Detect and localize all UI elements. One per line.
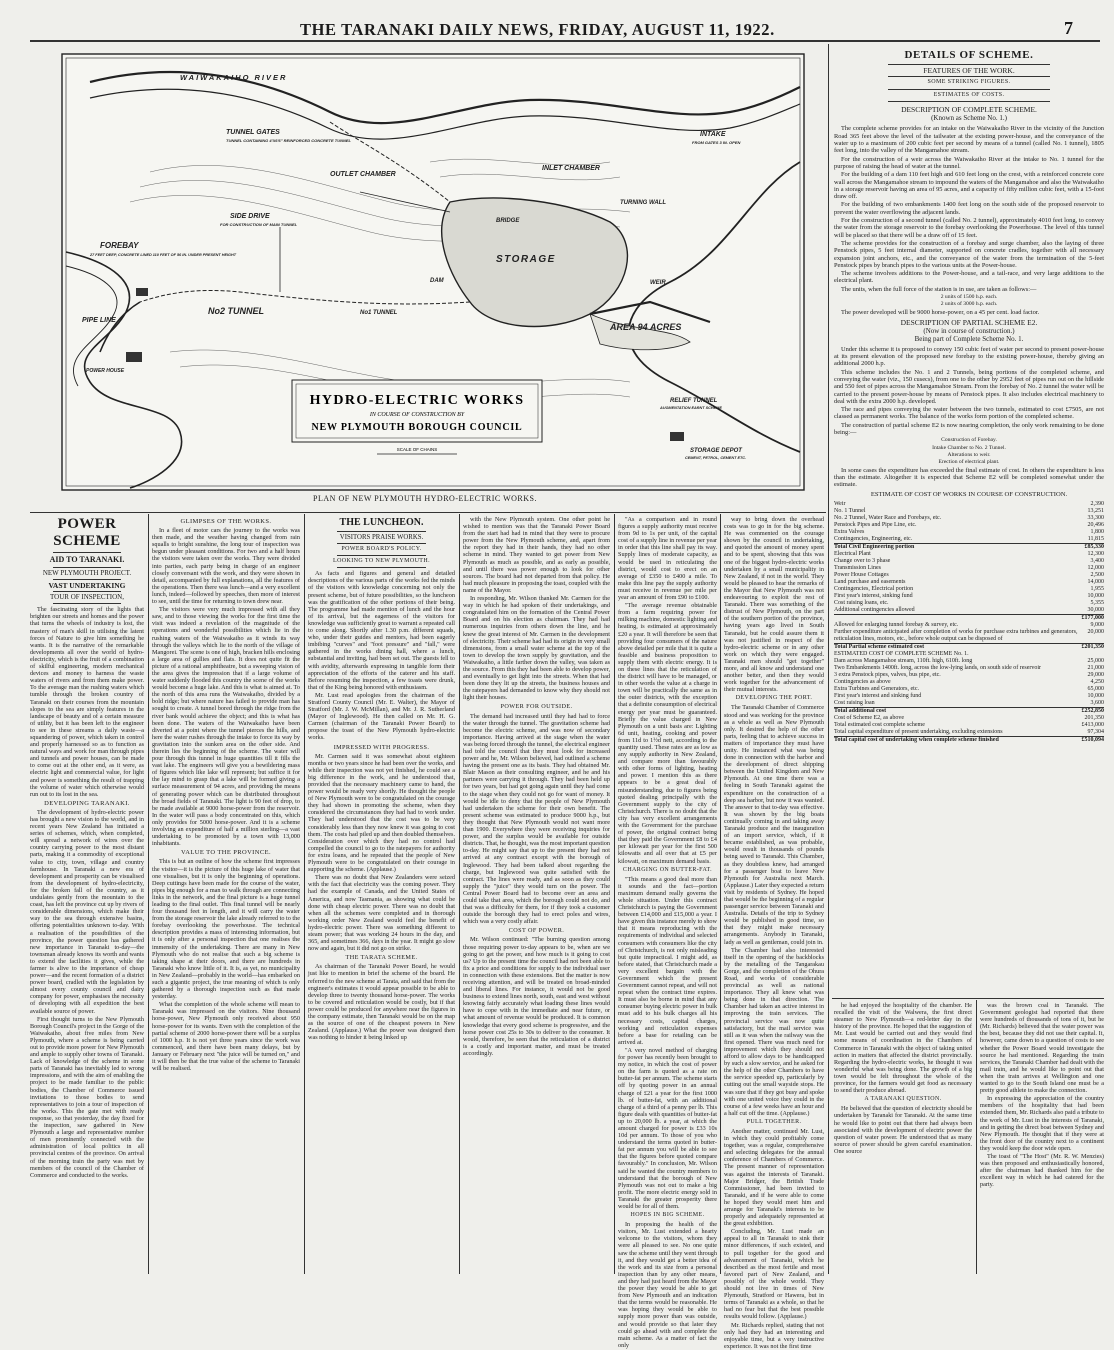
cost-row xyxy=(834,679,1104,686)
divider xyxy=(888,89,1050,90)
cost-item-value: 9,000 xyxy=(1090,621,1104,628)
cost-item-label: ESTIMATED COST OF COMPLETE SCHEME No. 1. xyxy=(834,650,969,657)
label-turning-wall: TURNING WALL xyxy=(620,200,666,206)
paragraph: As chairman of the Taranaki Power Board, he would just like to mention in brief the scheme of the board. He referred to the new scheme at Tarata, and said that from the engineer's estimates it would appear possible to be able to develop three to twenty thousand horse-power. The works to be covered and reticulation would be costly, but if that power could be produced for anywhere near the figures in the company estimate, then Taranaki would be on the map as the source of one of the cheapest powers in New Zealand. (Applause.) What the power was designed then was nothing to hinder it being linked up xyxy=(308,963,455,1042)
cost-row xyxy=(834,700,1104,708)
divider xyxy=(53,579,121,580)
map-bottom-rule xyxy=(30,512,826,513)
cost-row xyxy=(834,665,1104,672)
cost-item-label: 3 extra Penstock pipes, valves, bus pipe, etc. xyxy=(834,671,941,678)
subhead-partial-scheme: DESCRIPTION OF PARTIAL SCHEME E2. xyxy=(900,317,1038,327)
paragraph: Mr. Richards replied, stating that not only had they had an interesting and enjoyable time, but a very instructive experience. It was not the first time xyxy=(724,1321,824,1350)
cost-item-value: 201,350 xyxy=(1084,714,1104,721)
divider xyxy=(53,591,121,592)
paragraph: This scheme includes the No. 1 and 2 Tunnels, being portions of the completed scheme, and conveying the water (viz., 150 cusecs), from one to the other by 2952 feet of pipes run out on the hillside and 550 feet of pipes across the Mangamahoe Stream. From the forebay of No. 2 tunnel the water will be carried to the present power-house by means of Penstock pipes. It also includes electrical machinery to deal with the extra 2000 h.p. developed. xyxy=(834,368,1104,405)
map-scale-note: SCALE OF CHAINS xyxy=(396,447,438,452)
cost-row xyxy=(834,614,1104,622)
cost-row xyxy=(834,693,1104,700)
cost-item-label xyxy=(834,614,1078,622)
cost-item-value: 33,300 xyxy=(1087,514,1104,521)
subhead: CHARGING ON BUTTER-FAT. xyxy=(622,866,713,873)
paragraph: For the construction of a weir across the Waiwakaiho River at the intake to No. 1 tunnel for the purpose of raising the head of water at the tunnel. xyxy=(834,155,1104,170)
cost-row xyxy=(834,543,1104,551)
paragraph: "The average revenue obtainable from a farm requiring power for milking machine, domestic lighting and heating, is estimated at approximately £20 a year. It will therefore be seen that providing four consumers of the nature above detailed per mile that it is quite a feasible and business proposition to supply them with electric energy. It is on these lines that the reticulation of the district will have to be managed, or in other words the value at a charge in town will be practically the same as in the outer districts, with the exception that a definite consumption of electrical energy per year must be guaranteed. Briefly the value charged in New Plymouth on a unit basis are: Lighting 6d unit, heating, cooking and power from 11d to 1½d nett, according to the quantity used. These rates are as low as any supply authority in New Zealand, and compare more than favourably with other forms of lighting, heating and power. I mention this as there appears to be a great deal of misunderstanding, due to figures being quoted dealing principally with the Government supply to the city of Christchurch. There is no doubt that the city has very excellent arrangements with the Government for the purchase of power, the original contract being that they paid the Government £8 to £4 per kilowatt per year for the first 500 kilowatts and all over that at £5 per kilowatt, on maximum demand basis. xyxy=(618,602,717,865)
paragraph: In responding, Mr. Wilson thanked Mr. Carmen for the way in which he had spoken of their undertakings, and congratulated him on the formation of the Central Power Board and on his election as chairman. They had had numerous inquiries from others down the line, and he knew the great interest of Mr. Carmen in the development of electricity. Their scheme had had its origin in very small dimensions, from a small water scheme at the top of the town to develop the town supply by gravitation, and the Waiwakaiho, a little farther down the valley, was taken as the source. From this they had been able to develop power, and eventually to get light into the streets. When that had been done they lit up the streets, the business houses and the ratepayers had demanded to know why they should not light their houses. xyxy=(463,595,610,702)
label-no2-tunnel: No2 TUNNEL xyxy=(208,306,264,316)
article-column-4 xyxy=(463,516,610,1272)
divider xyxy=(53,552,121,553)
paragraph: The Chamber had also interested itself in the opening of the backblocks by the metalling of the Tangarakau Gorge, and the completion of the Ohura Road, and works of considerable provincial as well as national importance. They all knew what was being done in that direction. The Chamber had taken an active interest in improving the train services. The provincial service was now quite satisfactory, but the mail service was still as it was when the railway was the first opened. There was much need for improvement which they should not afford to allow days to be handicapped by such a slow service, and he asked for the help of the other Chambers to have the service speeded up, particularly by cutting out the small wayside stops. He was sure that if they got busy and spoke with one united voice they could in the course of a few weeks have an hour and a half cut off the time. (Applause.) xyxy=(724,946,824,1117)
subhead: IMPRESSED WITH PROGRESS. xyxy=(333,743,430,751)
divider xyxy=(888,101,1050,102)
cost-row xyxy=(834,707,1104,715)
forebay-bldg xyxy=(136,288,148,296)
article-column-7 xyxy=(834,1002,972,1272)
cost-item-value: 20,496 xyxy=(1087,521,1104,528)
details-of-scheme-column xyxy=(834,48,1104,998)
deck-tour-of-inspection: TOUR OF INSPECTION, xyxy=(50,593,124,602)
cost-item-label: First year's interest, sinking fund xyxy=(834,592,913,599)
divider xyxy=(53,567,121,568)
deck-vast-undertaking: VAST UNDERTAKING xyxy=(48,581,126,591)
cost-item-value: 20,000 xyxy=(1087,628,1104,635)
paragraph: This is but an outline of how the scheme first impresses the visitor—it is the picture of this huge lake of water that one visualises, but it is only the beginning of operations. Deep cuttings have been made for the course of the water, pipes big enough for a man to walk through are connecting links in the network, and the final picture is a huge tunnel leading to the final outlet. This final tunnel will be nearly four thousand feet in length, and it will carry the water from the storage reservoir the lake already referred to to the forebay overlooking the powerhouse. The technical description provides a mass of interesting information, but it is only after a personal inspection that one realises the immensity of the undertaking. There are many in New Plymouth who do not realise that such a big scheme is taking shape at their doors, and there are hundreds in Taranaki who know little of it. It is, as yet, no municipality in New Zealand—probably in the world—has embarked on such a gigantic project, the true meaning of which is only gathered by a thorough inspection such as that made yesterday. xyxy=(152,858,300,1001)
cost-row xyxy=(834,515,1104,522)
paragraph: The complete scheme provides for an intake on the Waiwakaiho River in the vicinity of the Junction Road 365 feet above the level of the tailwater at the existing power-house, and the conveyance of the water up to a maximum of 200 cubic feet per second by means of a tunnel (called No. 1 tunnel), 1805 feet long, into the valley of the Mangamahoe stream. xyxy=(834,125,1104,155)
paragraph: Another matter, continued Mr. Lust, in which they could profitably come together, was a regular, comprehensive and selecting delegates for the annual conference of Chambers of Commerce. The present manner of representation was against the interests of Taranaki. Major Bridger, the British Trade Commissioner, had been invited to Taranaki, and if he were able to come he hoped they would meet him and arrange for Taranaki's interests to be properly and adequately represented at the great exhibition. xyxy=(724,1127,824,1228)
cost-item-label: Two Embankments 1400ft. long, across the low-lying lands, on south side of reservoir xyxy=(834,664,1042,671)
cost-row xyxy=(834,622,1104,629)
subhead-complete-scheme-known: (Known as Scheme No. 1.) xyxy=(931,114,1007,123)
cost-item-value: 3,600 xyxy=(1090,699,1104,706)
cost-item-value: 1,800 xyxy=(1090,528,1104,535)
paragraph: way to bring down the overhead costs was to go in for the big scheme. He was commented on the courage shown by the council in undertaking, and quoted the amount of money spent and to be spent, showing that this was one of the biggest hydro-electric works undertaken by a small municipality in New Zealand, if not in the world. They would be pleased to hear the remarks of the Mayor that New Plymouth was not endeavouring to exploit the rest of Taranaki. There was something of the distrust of New Plymouth, on the part of the southern portion of the province, having years ago lived in South Taranaki, but he could assure them it was not justified in respect of the hydro-electric scheme or in any other work on which they were engaged. Taranaki men should "get together" more, and all know and understand one another better, and then they would work together for the advancement of their mutual interests. xyxy=(724,516,824,694)
cost-row xyxy=(834,715,1104,722)
headline-power-scheme: POWER SCHEME xyxy=(53,516,121,549)
cost-item-value: 12,300 xyxy=(1087,550,1104,557)
label-pipe-line: PIPE LINE xyxy=(82,317,116,324)
cost-item-value: 14,000 xyxy=(1087,578,1104,585)
article-column-2 xyxy=(152,516,300,1272)
cost-item-label: No. 2 Tunnel, Water Race and Forebays, etc. xyxy=(834,514,942,521)
cost-item-value: 10,000 xyxy=(1087,692,1104,699)
paragraph: In expressing the appreciation of the country members of the hospitality that had been extended them, Mr. Richards also paid a tribute to the work of Mr. Lust in the interests of Taranaki, and in getting the direct boat between Sydney and New Plymouth. He thought that if they were at the front door of the country next to a continent they would keep the door wide open. xyxy=(980,1095,1104,1152)
paragraph: In a fleet of motor cars the journey to the works was then made, and the weather having changed from rain squalls to bright sunshine, the long tour of inspection was begun under pleasant conditions. For two and a half hours the visitors were taken over the works. They were divided into parties, each party being in charge of an engineer closely conversant with the work, and they were shown in detail, accompanied by full explanations, all the features of the operations. Then there was lunch—and a very excellent lunch, indeed—followed by speeches, then more of interest to see, until the time for returning to town drew near. xyxy=(152,527,300,606)
cost-item-label: Total Civil Engineering portion xyxy=(834,543,1078,551)
remaining-work-item: Alterations to weir. xyxy=(947,451,991,458)
article-column-1 xyxy=(30,516,144,1272)
cost-item-value: £252,850 xyxy=(1078,707,1105,715)
cost-item-value: 2,500 xyxy=(1090,571,1104,578)
label-side-drive: SIDE DRIVE xyxy=(230,213,270,220)
paragraph: The units, when the full force of the station is in use, are taken as follows:— xyxy=(841,285,1037,293)
paragraph: Under this scheme it is proposed to convey 150 cubic feet of water per second to present power-house at its present elevation of the proposed new forebay to the existing power-house, thereby giving an additional 2000 h.p. xyxy=(834,345,1104,368)
divider xyxy=(53,603,121,604)
label-forebay: FOREBAY xyxy=(100,241,139,250)
remaining-work-item: Erection of electrical plant. xyxy=(938,459,1000,466)
paragraph: The toast of "The Host" (Mr. R. W. Menzies) was then proposed and enthusiastically honored, after the chairman had thanked him for the excellent way in which he had catered for the party. xyxy=(980,1152,1104,1189)
paragraph: What the completion of the whole scheme will mean to Taranaki was impressed on the visitors. Nine thousand horse-power, New Plymouth only received about 950 horse-power for its wants. Even with the completion of the partial scheme of 2000 horse-power there will be a surplus of 1000 h.p. It is not yet three years since the work was commenced, and there have been many delays, but by January or February next "the juice will be turned on," and it will then be that the true value of the scheme to Taranaki will be realised. xyxy=(152,1001,300,1073)
remaining-work-item: Intake Chamber to No. 2 Tunnel. xyxy=(932,444,1006,451)
cost-item-value: 25,000 xyxy=(1087,657,1104,664)
cost-item-value: £510,094 xyxy=(1078,736,1105,744)
page-number: 7 xyxy=(1064,18,1073,38)
cost-item-value: 2,390 xyxy=(1090,500,1104,507)
cost-item-label: Dam across Mangamahoe stream, 110ft. high, 610ft. long xyxy=(834,657,973,664)
paragraph: He believed that the question of electricity should be undertaken by Taranaki for Taranaki. At the same time he would like to point out that there had always been associated with the development of electric power the question of water power. He understood that as many source of power should be given careful examination. One source xyxy=(834,1105,972,1155)
cost-row xyxy=(834,722,1104,729)
cost-row xyxy=(834,593,1104,600)
cost-row xyxy=(834,522,1104,529)
cost-row xyxy=(834,651,1104,658)
paragraph: For the building of two embankments 1400 feet long on the south side of the proposed reservoir to prevent the water overflowing the adjacent lands. xyxy=(834,201,1104,216)
article-column-6 xyxy=(724,516,824,1350)
cost-item-value: 10,000 xyxy=(1087,592,1104,599)
cost-item-label: Extra Turbines and Generators, etc. xyxy=(834,685,919,692)
label-forebay-note: 27 FEET DEEP, CONCRETE LINED 110 FEET OF 56 IN. UNDER PRESENT HEIGHT xyxy=(90,253,237,257)
cost-item-value: 65,000 xyxy=(1087,685,1104,692)
cost-row xyxy=(834,629,1104,644)
subhead: A TARANAKI QUESTION. xyxy=(864,1096,942,1103)
subhead: THE TARATA SCHEME. xyxy=(345,954,418,962)
paragraph: The construction of partial scheme E2 is now nearing completion, the only work remaining to be done being:— xyxy=(834,421,1104,437)
label-intake: INTAKE xyxy=(700,131,726,138)
deck-striking-figures: SOME STRIKING FIGURES. xyxy=(927,79,1011,86)
cost-item-value: 5,355 xyxy=(1090,599,1104,606)
cost-item-value xyxy=(1078,651,1105,658)
divider xyxy=(337,555,425,556)
paragraph: First thought turns to the New Plymouth Borough Council's project in the Gorge of the Waiwakaiho, about five miles from New Plymouth, where a scheme is being carried out to provide more power for New Plymouth and ample to supply other towns of Taranaki. Lack of knowledge of the scheme in some parts of Taranaki has inevitably led to wrong impressions, and with the aim of enabling the project to be made familiar to the public bodies, the Chamber of Commerce issued invitations to those bodies to send representatives to join a tour of inspection of the works. This the gate met with ready response, so that yesterday, the day fixed for the inspection, saw gathered in New Plymouth a large and representative number of men prominently connected with the administration of local politics in all provincial centres of the province. On arrival of the morning train the party was met by members of the council of the Chamber of Commerce and conducted to the works. xyxy=(30,1015,144,1179)
cost-row xyxy=(834,672,1104,679)
headline-luncheon: THE LUNCHEON. xyxy=(339,517,424,528)
cost-item-label: Total Partial scheme estimated cost xyxy=(834,643,1078,651)
cost-item-label: Total capital cost of undertaking when complete scheme finished xyxy=(834,736,1078,744)
cost-item-label: Total estimated cost complete scheme xyxy=(834,721,925,728)
deck-new-plymouth-project: NEW PLYMOUTH PROJECT. xyxy=(42,569,132,577)
cost-item-label: Transmission Lines xyxy=(834,564,881,571)
cost-item-value: £413,000 xyxy=(1081,721,1104,728)
cost-estimate-table xyxy=(834,501,1104,744)
cost-item-label: Cost raising loans, etc. xyxy=(834,599,889,606)
masthead xyxy=(0,0,1114,38)
cost-item-value: 21,000 xyxy=(1087,664,1104,671)
map-caption: PLAN OF NEW PLYMOUTH HYDRO-ELECTRIC WORKS. xyxy=(313,494,537,503)
map-title-main: HYDRO-ELECTRIC WORKS xyxy=(309,393,525,408)
masthead-rule xyxy=(30,40,1100,42)
paragraph: There was no doubt that New Zealanders were seized with the fact that electricity was the coming power. They had the example of Canada, and the United States of America, and now Tasmania, as showing what could be done with cheap electric power. There was no doubt that when all the schemes were completed and in thorough working order New Zealand would feel the benefit of hydro-electric power. There was something different to steam power; that was working 24 hours in the day, and 365, and sometimes 366, days in the year. It might go slow now and again, but it did not go on strike. xyxy=(308,874,455,953)
label-inlet-chamber: INLET CHAMBER xyxy=(542,165,600,172)
cost-item-label: Land purchase and easements xyxy=(834,578,906,585)
deck-aid-to-taranaki: AID TO TARANAKI. xyxy=(49,555,125,564)
cost-row xyxy=(834,607,1104,615)
paragraph: The scheme involves additions to the Power-house, and a tail-race, and very large additions to the electrical plant. xyxy=(834,270,1104,285)
subhead: COST OF POWER. xyxy=(508,927,565,935)
label-storage-depot-note: CEMENT, PETROL, CEMENT ETC. xyxy=(685,456,747,460)
cost-item-label: Allowed for enlarging tunnel forebay & survey, etc. xyxy=(834,621,959,628)
divider xyxy=(888,64,1050,65)
paragraph: Mr. Wilson continued: "The burning question among those requiring power to-day appears to be, when are we going to get the power, and how much is it going to cost us? Up to the present time the council had not been able to fix a price and conditions for supply to the individual user in connection with these extensions. But the matter is now receiving attention, and will be treated on broad-minded and liberal lines. For instance, it would not be good business to extend lines north, south, east and west without knowing fairly accurately what loading these lines would have to cope with in the immediate and near future, or what amount of revenue would be produced. It is common knowledge that every good scheme is progressive, and the horse power cost 25s to 30s to deliver to the consumer. It would, therefore, be seen that the reticulation of a district is a costly and important matter, and must be treated accordingly. xyxy=(463,936,610,1057)
cost-item-label: Cost raising loan xyxy=(834,699,875,706)
paragraph: with the New Plymouth system. One other point he wished to mention was that the Taranaki Power Board from the start had had in mind that they were to procure power from the New Plymouth scheme, and, apart from the report they had in their hands, they had no other scheme in mind. They wanted to get power from New Plymouth as much as possible, and as early as possible, and until there was power enough to look for other sources. The board had not departed from that policy. He had much pleasure in proposing the toast, coupled with the name of the Mayor. xyxy=(463,516,610,594)
cost-item-label: First year's interest and sinking fund xyxy=(834,692,922,699)
label-side-drive-note: FOR CONSTRUCTION OF MAIN TUNNEL xyxy=(220,222,298,227)
cost-item-label: Cost of Scheme E2, as above xyxy=(834,714,904,721)
map-title-in-course: IN COURSE OF CONSTRUCTION BY xyxy=(369,412,465,418)
col-rule-6 xyxy=(976,1000,977,1274)
cost-item-label: Additional contingencies allowed xyxy=(834,606,915,613)
cost-row xyxy=(834,579,1104,586)
headline-details: DETAILS OF SCHEME. xyxy=(904,49,1034,61)
storage-depot-bldg xyxy=(670,432,684,441)
cost-row xyxy=(834,586,1104,593)
cost-item-label: Penstock Pipes and Pipe Line, etc. xyxy=(834,521,917,528)
cost-row xyxy=(834,565,1104,572)
deck-visitors-praise: VISITORS PRAISE WORKS. xyxy=(339,534,424,541)
remaining-work-item: Construction of Forebay. xyxy=(941,437,997,444)
cost-item-value: 1,955 xyxy=(1090,585,1104,592)
subhead-complete-scheme: DESCRIPTION OF COMPLETE SCHEME. xyxy=(901,104,1037,114)
label-storage-depot: STORAGE DEPOT xyxy=(690,448,742,454)
subhead: VALUE TO THE PROVINCE. xyxy=(181,849,271,857)
subhead: HOPES IN BIG SCHEME. xyxy=(630,1212,705,1219)
paragraph: The development of hydro-electric power has brought a new vision to the world, and in recent years New Zealand has initiated a series of schemes, which, when completed, will spread a network of wires over the country carrying power to the most distant parts, making it a commodity of exceptional value to city, town, village and country farmhouse. In Taranaki a new era of development and prosperity can be visualised from the development of hydro-electricity, for the broken fall of the country, as it undulates gently from the mountain to the coast, has left the province cut up by rivers of considerable dimensions, which make their way to the sea through extensive basins, offering potentialities unknown to-day. With a realisation of the possibilities of the province, the power question has gathered new importance in Taranaki to-day—the townsman already knows its worth and wants to extend the facilities it gives, while the farmer is alive to the importance of cheap power—and the recent formation of a district power board, cradled with the legislation by almost every county council and dairy company for power, emphasises the necessity of developing with all expedition the best available source of power. xyxy=(30,808,144,1015)
divider xyxy=(888,76,1050,77)
cost-item-label: Further expenditure anticipated after completion of works for purchase extra turbines and generators, reticulation lines, motors, etc., before whole output can be disposed of xyxy=(834,628,1078,642)
label-bridge: BRIDGE xyxy=(496,218,520,224)
subhead: DEVELOPING THE PORT. xyxy=(735,695,813,702)
label-storage: STORAGE xyxy=(496,254,556,265)
cost-item-label: Electrical Plant xyxy=(834,550,871,557)
subhead: GLIMPSES OF THE WORKS. xyxy=(180,518,272,525)
paragraph: "This means a good deal more than it sounds and the fact—portion maximum demand really governs the whole situation. Under this contract Christchurch is paying the Government between £14,000 and £15,000 a year. I have given this instance merely to show that it means reproducing with the requirements of individual and selected consumers with consumers like the city of Christchurch, is not only misleading but quite impractical. I might add, as before stated, that Christchurch made a very excellent bargain with the Government which the present Government cannot repeat, and will not repeat when the contract time expires. It must also be borne in mind that any consumer buying electric power in bulk must add to his bulk charges all his necessary costs, capital charges, working and reticulation expenses before a base for retailing can be arrived at. xyxy=(618,875,717,1046)
cost-row xyxy=(834,643,1104,651)
deck-estimates: ESTIMATES OF COSTS. xyxy=(933,91,1005,98)
col-rule-1 xyxy=(148,514,149,1274)
masthead-title: THE TARANAKI DAILY NEWS, FRIDAY, AUGUST 11, 1922. xyxy=(300,20,775,39)
cost-item-value: 97,304 xyxy=(1087,728,1104,735)
cost-row xyxy=(834,572,1104,579)
paragraph: For the construction of a second tunnel (called No. 2 tunnel), approximately 4010 feet long, to convey the water from the storage reservoir to the forebay overlooking the Powerhouse. The level of this tunnel will be placed so that there will be a draw off of 15 feet. xyxy=(834,217,1104,239)
cost-item-label: Power House Cottages xyxy=(834,571,889,578)
cost-item-label: Extra Valves xyxy=(834,528,865,535)
label-relief-tunnel: RELIEF TUNNEL xyxy=(670,398,718,404)
cost-row xyxy=(834,536,1104,544)
cost-item-value: £177,000 xyxy=(1078,614,1105,622)
cost-item-label: Contingencies, Engineering, etc. xyxy=(834,535,913,542)
article-column-3 xyxy=(308,516,455,1272)
label-tunnel-gates-note: TUNNEL CONTAINING 4'X6'6" REINFORCED CONCRETE TUNNEL xyxy=(226,138,351,143)
subhead: PULL TOGETHER. xyxy=(746,1118,802,1125)
cost-item-value: £201,350 xyxy=(1078,643,1105,651)
cost-item-value: 12,000 xyxy=(1087,564,1104,571)
label-power-house: POWER HOUSE xyxy=(86,368,125,374)
cost-row xyxy=(834,686,1104,693)
paragraph: "As a comparison and in round figures a supply authority must receive from 9d to 1s per unit, of the capital cost of a supply line in revenue per year in order that this line shall pay its way. Supply lines of moderate capacity, as would be used in reticulating the district, would cost to erect on an average of £350 to £400 a mile. To make this line pay the supply authority must receive in revenue per mile per year an amount of from £90 to £100. xyxy=(618,516,717,602)
paragraph: Mr. Lust read apologies from the chairman of the Stratford County Council (Mr. E. Walter), the Mayor of Stratford (Mr. J. W. McMillan), and Mr. J. R. Sutherland (Mayor of Inglewood). He then called on Mr. H. G. Carmen (chairman of the Taranaki Power Board) to propose the toast of the New Plymouth hydro-electric works. xyxy=(308,691,455,742)
label-river: WAIWAKAIHO RIVER xyxy=(180,73,288,82)
deck-power-board: POWER BOARD'S POLICY. xyxy=(341,546,422,553)
col-rule-3 xyxy=(459,514,460,1274)
label-outlet-chamber: OUTLET CHAMBER xyxy=(330,171,396,178)
cost-item-label: Weir xyxy=(834,500,846,507)
paragraph: As facts and figures and general and detailed descriptions of the various parts of the works fed the minds of the visitors with knowledge concerning not only the present scheme, but of future possibilities, so the luncheon was the gratification of the other portions of their being. The programme had made mention of lunch and the hour of its arrival, but the eagerness of the visitors for knowledge was sufficiently great to warrant a repeated call to come along. Shortly after 1.30 p.m. different squads, who, under their guides and mentors, had been eagerly imbibing "curves" and "foot pressure" and "fall," were gathered in the works dining hall, where a lunch, substantial and inviting, had been set out. The guests fell to with avidity, afterwards expressing in tangible form their appreciation of the efforts of the caterer and his staff. Before resuming the inspection, a few toasts were drunk, that of the King being honored with enthusiasm. xyxy=(308,570,455,691)
col-rule-2 xyxy=(304,514,305,1274)
divider xyxy=(337,567,425,568)
paragraph: The power developed will be 9000 horse-power, on a 45 per cent. load factor. xyxy=(841,308,1040,316)
cost-row xyxy=(834,558,1104,565)
article-column-8 xyxy=(980,1002,1104,1272)
cost-row xyxy=(834,658,1104,665)
map-title-council: NEW PLYMOUTH BOROUGH COUNCIL xyxy=(311,422,523,433)
cost-row xyxy=(834,529,1104,536)
col-rule-5 xyxy=(720,514,721,1274)
cost-row xyxy=(834,551,1104,558)
paragraph: The fascinating story of the lights that brighten our streets and homes and the power that turns the wheels of industry is lost, the mastery of man's skill in utilising the latent forces of Nature to give him something he wants. It is the narrative of the remarkable developments all over the world of hydro-electricity, which is the fruit of a combination of skilful engineering, modern mechanical devices and money to harness the waste waters of rivers and from them make power. To the average man the rushing waters which tumble through the broken country of Taranaki on their courses from the mountain slopes to the sea are simply features in the landscape of beauty and of a certain measure of utility, but it has been left to the engineer to see in these streams a daily waste—a squandering of power, which taken in control and properly harnessed so as to function as natural ways and work for man through pipes and tunnels and power houses, can be made to come out at the other end, as it were, as electric light and commercial value, for light and power is something the result of trapping the volume of water which otherwise would run out to its lost in the sea. xyxy=(30,606,144,798)
label-relief-tunnel-note: AUGMENTATION EARNT SCHEME xyxy=(660,406,722,410)
subhead-partial-status: (Now in course of construction.) xyxy=(923,327,1015,336)
units-line: 2 units of 3000 h.p. each. xyxy=(940,301,998,308)
cost-row xyxy=(834,600,1104,607)
article-column-5 xyxy=(618,516,717,1349)
cost-item-label: Contingencies as above xyxy=(834,678,891,685)
cost-table-heading: ESTIMATE OF COST OF WORKS IN COURSE OF CONSTRUCTION. xyxy=(870,491,1068,499)
cost-item-value: 13,251 xyxy=(1087,507,1104,514)
label-dam: DAM xyxy=(430,278,444,284)
cost-row xyxy=(834,501,1104,508)
details-bottom-rule xyxy=(832,998,1104,999)
paragraph: Concluding, Mr. Lust made an appeal to all in Taranaki to sink their minor differences, if such existed, and to pull together for the good and advancement of Taranaki, which he described as the most fertile and most favored part of New Zealand, and possibly of the whole world. They should not live in times of New Plymouth, Stratford or Hawera, but in terms of Taranaki as a whole, so that he had no fear but that the best possible results would follow. (Applause.) xyxy=(724,1228,824,1321)
cost-item-value: 11,815 xyxy=(1087,535,1104,542)
label-tunnel-gates: TUNNEL GATES xyxy=(226,129,280,136)
paragraph: For the building of a dam 110 feet high and 610 feet long on the crest, with a reinforced concrete core wall across the Mangamahoe stream to impound the waters of the Mangamahoe and also the Waiwakaiho in a storage reservoir having an area of 95 acres, and a capacity of fifty million cubic feet, with a 15-foot draw off. xyxy=(834,171,1104,201)
cost-item-label: Contingencies, Electrical portion xyxy=(834,585,914,592)
paragraph: he had enjoyed the hospitality of the chamber. He recalled the visit of the Walwera, the first direct steamer to New Plymouth—a red-letter day in the history of the province. He hoped that the suggestion of Mr. Lust would be carried out and they would find some means of coordination in the Chambers of Commerce in Taranaki with the object of taking united action in matters that affected the district provincially. Regarding the hydro-electric works, he thought it was wonderful what was being done. The growth of a big town would be felt throughout the whole of the province, for the farmers would get food as necessary to send their produce abroad. xyxy=(834,1002,972,1095)
cost-item-label: Change over to 3 phase xyxy=(834,557,891,564)
units-line: 2 units of 1500 h.p. each. xyxy=(940,294,998,301)
cost-item-label: No. 1 Tunnel xyxy=(834,507,866,514)
power-house xyxy=(126,352,142,362)
label-weir: WEIR xyxy=(650,280,666,286)
label-no1-tunnel: No1 TUNNEL xyxy=(360,310,398,316)
paragraph: The race and pipes conveying the water between the two tunnels, estimated to cost £7505, are not classed as permanent works. The balance of the works form portion of the completed scheme. xyxy=(834,406,1104,421)
subhead-partial-part: Being part of Complete Scheme No. 1. xyxy=(914,334,1024,343)
paragraph: Mr. Carmen said it was somewhat about eighteen months or two years since he had been over the works, and while their inspection was not yet finished, he could see a big difference in the work, and he understood that, provided that the necessary machinery came to hand, the power would be ready very shortly. He thought the people of New Plymouth were to be congratulated on the courage they had shown in promoting the scheme, when they considered the circumstances they had had to work under. They had understood that the cost was to be very considerably less than they now knew it was going to cost them. The costs had piled up and then doubled themselves. Consideration over which they had no control had compelled the council to go to the ratepayers for authority for extra loans, and he repeated that the people of New Plymouth were to be congratulated on their courage in supporting the scheme. (Applause.) xyxy=(308,752,455,874)
paragraph: In proposing the health of the visitors, Mr. Lust extended a hearty welcome to the visitors, whom they were all pleased to see. No one quite saw the scheme until they went through it, and they would get a better idea of the work and its size from a personal inspection than by any other means, and they had just heard from the Mayor the power they would be able to get from New Plymouth and an indication that the terms would be reasonable. He was hoping they would be able to supply more power than was outside, and would provide so that later they could go ahead with and complete the main scheme. As a matter of fact the only xyxy=(618,1221,717,1349)
subhead: POWER FOR OUTSIDE. xyxy=(500,703,573,711)
divider xyxy=(337,531,425,532)
paragraph: In some cases the expenditure has exceeded the final estimate of cost. In others the expenditure is less than the estimate. Altogether it is expected that Scheme E2 will be completed somewhat under the estimate. xyxy=(834,466,1104,489)
deck-features: FEATURES OF THE WORK. xyxy=(923,66,1015,75)
cost-item-value: 3,400 xyxy=(1090,557,1104,564)
col-rule-4 xyxy=(614,514,615,1274)
cost-item-value: £85,330 xyxy=(1078,543,1105,551)
cost-row xyxy=(834,729,1104,737)
paragraph: The demand had increased until they had had to force the water through the tunnel. The gravitation scheme had become the electric scheme, and was now of secondary importance. Having arrived at the stage when the water was being forced through the tunnel, the electrical engineer had told the council that they must look for increased power and he, Mr. Wilson believed, had outlined a scheme having the present one as its basis. They had obtained Mr. Blair Mason as their consulting engineer, and he and his partners were carrying it through. They had been held up for two years, but had got going again until they had come to the stage when they could not go for want of money. It would be idle to deny that the people of New Plymouth had undertaken the scheme for their own benefit. The present scheme was estimated to produce 9000 h.p., but they thought that New Plymouth would not want more than 1900. Everywhere they were receiving inquiries for power, and the surplus would be available for outside districts. That, he thought, was the most important question to-day. He might say that up to the present they had not arrived at any contract except with the borough of Inglewood. They had been talked about regarding the charge, but Inglewood was quite satisfied with the contract. The lines were ready, and as soon as they could supply the "juice" they would turn on the power. The Central Power Board had to become over an area and could take that area, which the borough could not do, and that was a difficulty for them, for if they took a customer outside the borough they had to erect poles and wires, which was a very costly affair. xyxy=(463,712,610,926)
cost-item-label: Total additional cost xyxy=(834,707,1078,715)
cost-row xyxy=(834,736,1104,744)
label-intake-note: FROM GATES 3 IN. OPEN xyxy=(692,140,741,145)
map-figure xyxy=(30,52,820,514)
paragraph: was the brown coal in Taranaki. The Government geologist had reported that there were hundreds of thousands of tons of it, but he (Mr. Richards) believed that the water power was the best, because they did not use their capital. It, however, came down to a question of costs to see whether the Power Board would investigate the source he had mentioned. Regarding the train services, the Taranaki Chamber had dealt with the mail train, and he would like to point out that when the train arrives at Wellington and one wanted to go to the South Island one must be a pretty good athlete to make the connection. xyxy=(980,1002,1104,1095)
cost-item-value: 30,000 xyxy=(1087,606,1104,613)
paragraph: "A very novel method of charging for power has recently been brought to my notice, in which the cost of power on the farm is quoted as a rate on butter-fat per annum. The scheme starts off by quoting power in an annual charge of £21 a year for the first 1000 lb. of butter-fat, with an additional charge of a third of a penny per lb. This figure deals with quantities of butter-fat up to 20,000 lb. a year, at which the amount charged for power is £33 10s 10d per annum. To those of you who understand the terms quoted in butter-fat per annum you will be able to see that the figures before quoted compare favourably." In conclusion, Mr. Wilson said he wanted the country members to understand that the borough of New Plymouth was not out to make a big profit. The more electric energy sold in Taranaki the greater prosperity there would be for all of them. xyxy=(618,1046,717,1210)
paragraph: The visitors were very much impressed with all they saw, and to those viewing the works for the first time the visit was indeed a revelation of the magnitude of the operations and wonderful possibilities which lie in the rushing waters of the Waiwakaiho as it winds its way through the valleys which lie to the north of the village of Mangorei. The scene is one of high, bracken hills enclosing a large area of gullies and flats. It does not quite fit the picture of a rational amphitheatre, but a sweeping vision of the area gives the impression that if a large volume of water suddenly flooded this country the scene of the works would become a huge lake. And this is what is aimed at. To the north of this area runs the Waiwakaiho, divided by a bold ridge; but where nature has failed to provide man has sought to create. A tunnel bored through the ridge from the river bank would achieve the object; and this is what has been done. The waters of the Waiwakaiho have been diverted at a point where the tunnel pierces the hills, and here the water rushes through the intake to force its way by gravitation into the sunken area on the other side. And therein lies the beginning of the scheme. The water will pour through this tunnel in huge quantities till it fills the vast lake. The engineers will give you a bewildering mass of figures which like lake will represent; but suffice it for the lay mind to grasp that a lake will be formed giving a surface measurement of 94 acres, and providing the means of generating power which can be distributed throughout the broad fields of Taranaki. The light is 90 feet of drop, to be made available at 9000 horse-power from the reservoir. In the water will pass a body concentrated on this, which only provides for 5000 horse-power. And it is a scheme involving an expenditure of half a million sterling—a vast undertaking to be promoted by a town with 13,000 inhabitants. xyxy=(152,606,300,848)
subhead: DEVELOPING TARANAKI. xyxy=(44,799,130,807)
deck-looking: LOOKING TO NEW PLYMOUTH. xyxy=(333,558,430,565)
paragraph: The Taranaki Chamber of Commerce stood and was working for the province as a whole as well as New Plymouth only. It desired the help of the other parts, feeling that to achieve success in matters of importance they must have unity. He instanced what was being done in connection with the harbor and the development of direct shipping between the United Kingdom and New Plymouth. At one time there was a feeling in South Taranaki against the expenditure on the construction of a deep sea harbor, but now it was wanted. The answer to that to-day was effective. It was shown by the big boats continually coming in and taking away Taranaki produce and the inauguration of an import service, which, if it became established, as was probable, would result in thousands of pounds being saved to Taranaki. This Chamber, as they doubtless knew, had arranged for a passenger boat to leave New Plymouth for Australia next March. (Applause.) Later they expected a return visit by residents of Sydney. He hoped that would be the beginning of a regular passenger service between Taranaki and Australia. Details of the trip to Sydney would be published in good time, so that they might make necessary arrangements. Anybody in Taranaki, lady as well as gentleman, could join in. xyxy=(724,704,824,946)
paragraph: The scheme provides for the construction of a forebay and surge chamber, also the laying of three Penstock pipes, 5 feet internal diameter, supported on concrete cradles, together with all necessary expansion joint anchors, etc., and the conveyance of the water from the termination of the 5-feet Penstock pipes by branch pipes to the various units at the Power-house. xyxy=(834,239,1104,269)
cost-item-value: 29,000 xyxy=(1087,671,1104,678)
hydro-works-plan xyxy=(30,52,820,514)
label-area: AREA 94 ACRES xyxy=(610,322,682,332)
cost-item-value: 4,250 xyxy=(1090,678,1104,685)
divider xyxy=(337,543,425,544)
col-rule-right xyxy=(828,44,829,1274)
cost-item-label: Total capital expenditure of present undertaking, excluding extensions xyxy=(834,728,1003,735)
cost-row xyxy=(834,508,1104,515)
